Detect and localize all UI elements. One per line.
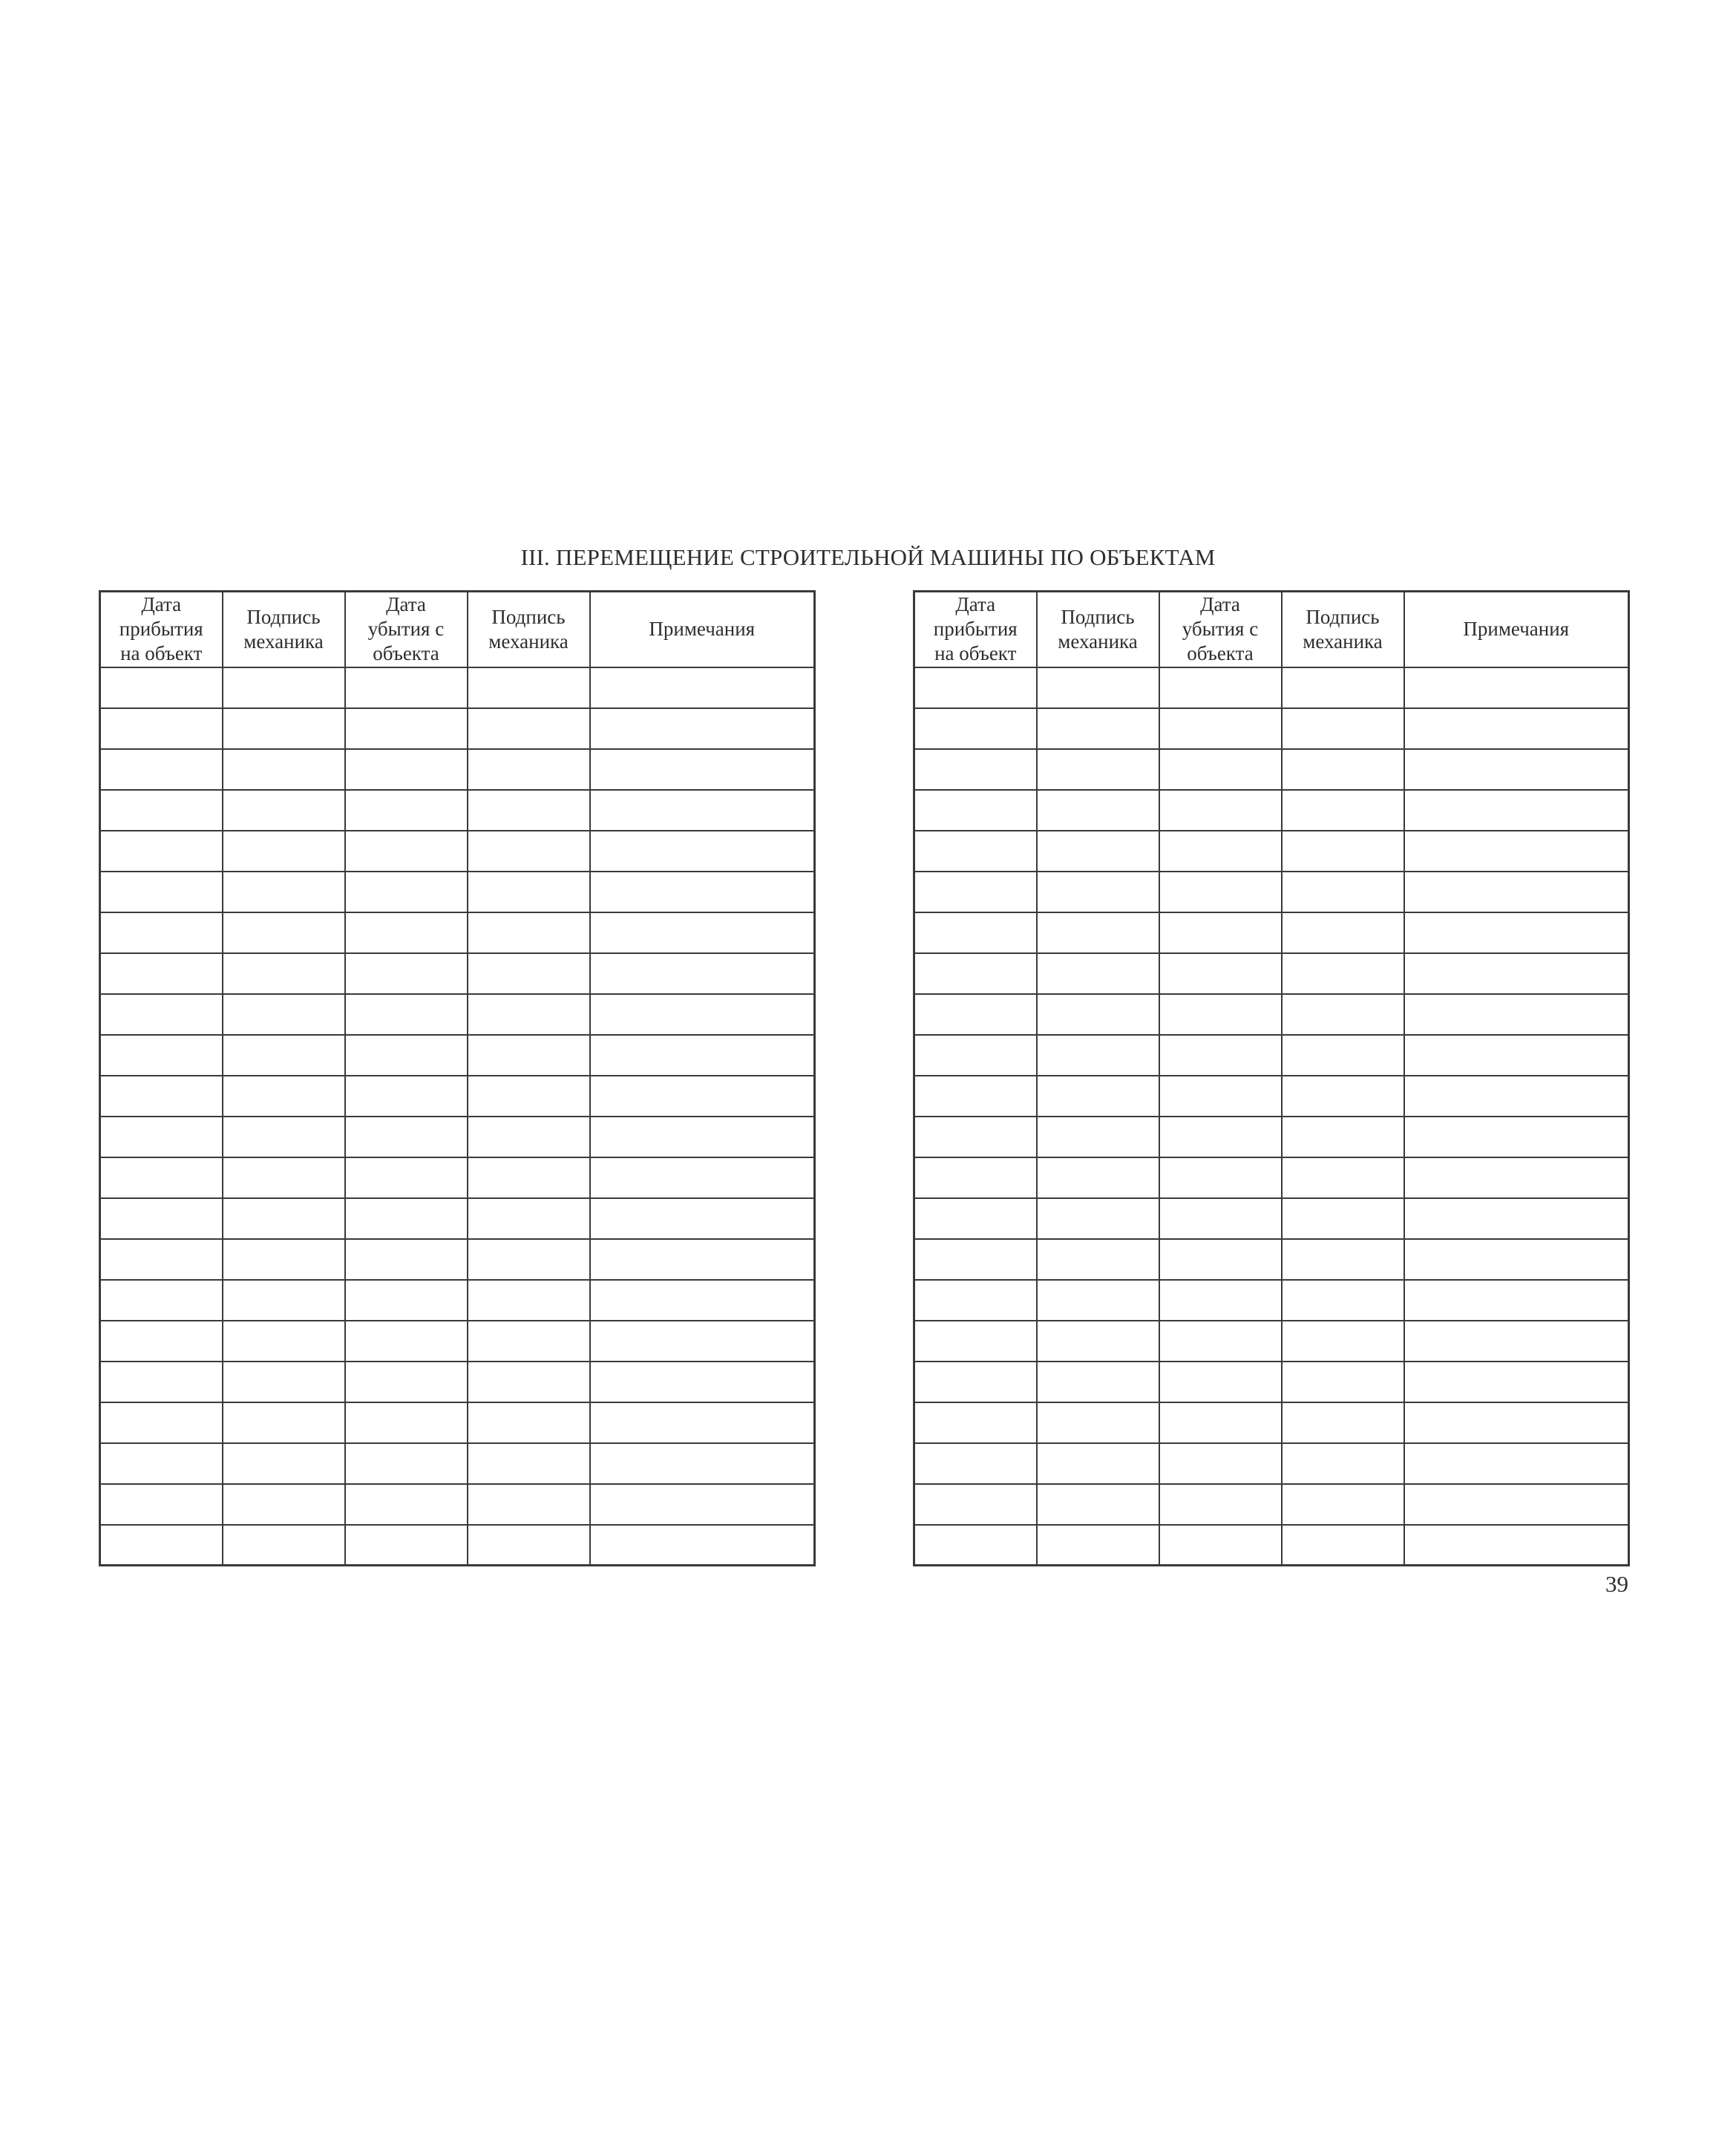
cell-departure-date <box>345 790 468 831</box>
cell-mechanic-signature <box>1282 1157 1404 1198</box>
table-row <box>100 708 815 749</box>
cell-departure-date <box>1159 1525 1282 1566</box>
cell-departure-date <box>345 1198 468 1239</box>
cell-mechanic-signature <box>223 1362 345 1402</box>
cell-mechanic-signature <box>468 1198 590 1239</box>
cell-mechanic-signature <box>468 708 590 749</box>
cell-mechanic-signature <box>1037 1525 1159 1566</box>
cell-notes <box>1404 1362 1629 1402</box>
cell-mechanic-signature <box>468 1362 590 1402</box>
cell-mechanic-signature <box>468 749 590 790</box>
cell-mechanic-signature <box>1037 790 1159 831</box>
header-mechanic-signature: Подпись механика <box>468 592 590 667</box>
table-row <box>100 1198 815 1239</box>
cell-mechanic-signature <box>223 994 345 1035</box>
cell-notes <box>590 912 815 953</box>
cell-notes <box>1404 708 1629 749</box>
cell-mechanic-signature <box>468 1076 590 1117</box>
cell-mechanic-signature <box>468 1484 590 1525</box>
cell-mechanic-signature <box>1282 1525 1404 1566</box>
cell-mechanic-signature <box>223 1117 345 1157</box>
cell-notes <box>590 1035 815 1076</box>
cell-departure-date <box>1159 912 1282 953</box>
cell-mechanic-signature <box>1282 994 1404 1035</box>
cell-notes <box>590 1321 815 1362</box>
cell-notes <box>590 1157 815 1198</box>
cell-departure-date <box>1159 708 1282 749</box>
cell-notes <box>1404 1525 1629 1566</box>
table-row <box>100 1484 815 1525</box>
table-body <box>100 667 815 1566</box>
cell-arrival-date <box>100 1157 223 1198</box>
cell-departure-date <box>1159 667 1282 708</box>
cell-mechanic-signature <box>1037 1362 1159 1402</box>
cell-notes <box>590 1402 815 1443</box>
table-row <box>100 790 815 831</box>
cell-arrival-date <box>914 1525 1037 1566</box>
table-row <box>914 994 1629 1035</box>
section-title: III. ПЕРЕМЕЩЕНИЕ СТРОИТЕЛЬНОЙ МАШИНЫ ПО ОБЪЕКТАМ <box>520 544 1216 570</box>
cell-mechanic-signature <box>468 1157 590 1198</box>
cell-arrival-date <box>914 953 1037 994</box>
cell-departure-date <box>1159 1076 1282 1117</box>
table-row <box>100 1525 815 1566</box>
table-header-row <box>914 592 1629 667</box>
cell-arrival-date <box>100 749 223 790</box>
cell-arrival-date <box>914 1484 1037 1525</box>
table-row <box>100 831 815 872</box>
cell-notes <box>1404 953 1629 994</box>
table-row <box>100 872 815 912</box>
cell-notes <box>590 1280 815 1321</box>
cell-notes <box>1404 1280 1629 1321</box>
cell-mechanic-signature <box>223 912 345 953</box>
cell-arrival-date <box>914 790 1037 831</box>
table-row <box>100 1157 815 1198</box>
cell-notes <box>590 1198 815 1239</box>
cell-mechanic-signature <box>1282 1402 1404 1443</box>
cell-arrival-date <box>100 831 223 872</box>
cell-arrival-date <box>100 1402 223 1443</box>
cell-mechanic-signature <box>1037 1280 1159 1321</box>
cell-mechanic-signature <box>1282 1035 1404 1076</box>
cell-mechanic-signature <box>468 790 590 831</box>
cell-arrival-date <box>914 1239 1037 1280</box>
cell-mechanic-signature <box>1037 667 1159 708</box>
cell-mechanic-signature <box>1037 1157 1159 1198</box>
page-number: 39 <box>1605 1571 1628 1597</box>
table-row <box>100 912 815 953</box>
cell-notes <box>1404 790 1629 831</box>
cell-mechanic-signature <box>1282 1484 1404 1525</box>
cell-notes <box>1404 1035 1629 1076</box>
cell-mechanic-signature <box>468 831 590 872</box>
header-departure-date: Дата убытия с объекта <box>1159 592 1282 667</box>
cell-mechanic-signature <box>1037 1443 1159 1484</box>
cell-notes <box>1404 1443 1629 1484</box>
table-row <box>914 790 1629 831</box>
cell-mechanic-signature <box>1037 994 1159 1035</box>
cell-departure-date <box>1159 1321 1282 1362</box>
cell-mechanic-signature <box>1282 1239 1404 1280</box>
table-row <box>914 953 1629 994</box>
cell-mechanic-signature <box>468 1321 590 1362</box>
header-mechanic-signature: Подпись механика <box>1282 592 1404 667</box>
cell-mechanic-signature <box>1037 708 1159 749</box>
cell-mechanic-signature <box>468 1035 590 1076</box>
cell-departure-date <box>1159 1239 1282 1280</box>
cell-mechanic-signature <box>1282 912 1404 953</box>
table-row <box>914 1402 1629 1443</box>
cell-arrival-date <box>100 1525 223 1566</box>
cell-arrival-date <box>914 831 1037 872</box>
cell-arrival-date <box>914 667 1037 708</box>
cell-notes <box>1404 1321 1629 1362</box>
cell-notes <box>590 831 815 872</box>
cell-mechanic-signature <box>223 1280 345 1321</box>
cell-notes <box>590 1117 815 1157</box>
cell-departure-date <box>345 708 468 749</box>
cell-notes <box>1404 1117 1629 1157</box>
cell-mechanic-signature <box>223 1321 345 1362</box>
table-row <box>100 1443 815 1484</box>
cell-mechanic-signature <box>1282 790 1404 831</box>
table-row <box>914 872 1629 912</box>
cell-arrival-date <box>100 667 223 708</box>
cell-arrival-date <box>914 1443 1037 1484</box>
cell-notes <box>590 1239 815 1280</box>
table-header-row <box>100 592 815 667</box>
cell-mechanic-signature <box>223 1402 345 1443</box>
header-mechanic-signature: Подпись механика <box>1037 592 1159 667</box>
cell-departure-date <box>1159 1198 1282 1239</box>
cell-departure-date <box>345 953 468 994</box>
header-arrival-date: Дата прибытия на объект <box>914 592 1037 667</box>
cell-arrival-date <box>914 1157 1037 1198</box>
cell-arrival-date <box>100 1076 223 1117</box>
cell-arrival-date <box>100 790 223 831</box>
cell-mechanic-signature <box>1282 1280 1404 1321</box>
cell-arrival-date <box>100 953 223 994</box>
cell-mechanic-signature <box>468 912 590 953</box>
cell-departure-date <box>1159 994 1282 1035</box>
cell-notes <box>590 708 815 749</box>
cell-arrival-date <box>100 1321 223 1362</box>
table-row <box>914 1076 1629 1117</box>
cell-arrival-date <box>100 1443 223 1484</box>
table-row <box>100 1321 815 1362</box>
cell-mechanic-signature <box>1037 872 1159 912</box>
cell-notes <box>590 749 815 790</box>
table-row <box>914 1443 1629 1484</box>
cell-mechanic-signature <box>223 1035 345 1076</box>
cell-departure-date <box>345 831 468 872</box>
cell-arrival-date <box>100 1239 223 1280</box>
table-row <box>100 1239 815 1280</box>
cell-mechanic-signature <box>223 1484 345 1525</box>
cell-arrival-date <box>914 994 1037 1035</box>
cell-mechanic-signature <box>1037 1484 1159 1525</box>
cell-mechanic-signature <box>1282 872 1404 912</box>
table-row <box>914 1362 1629 1402</box>
cell-departure-date <box>1159 953 1282 994</box>
header-arrival-date: Дата прибытия на объект <box>100 592 223 667</box>
cell-departure-date <box>1159 1443 1282 1484</box>
cell-departure-date <box>1159 1117 1282 1157</box>
cell-notes <box>590 1525 815 1566</box>
cell-mechanic-signature <box>1282 953 1404 994</box>
cell-mechanic-signature <box>223 872 345 912</box>
cell-departure-date <box>345 912 468 953</box>
cell-arrival-date <box>100 708 223 749</box>
header-departure-date: Дата убытия с объекта <box>345 592 468 667</box>
table-row <box>914 1321 1629 1362</box>
table-row <box>914 1117 1629 1157</box>
cell-departure-date <box>345 1076 468 1117</box>
cell-mechanic-signature <box>1282 1321 1404 1362</box>
cell-arrival-date <box>914 912 1037 953</box>
cell-arrival-date <box>914 708 1037 749</box>
cell-departure-date <box>1159 872 1282 912</box>
cell-departure-date <box>1159 1362 1282 1402</box>
cell-mechanic-signature <box>1282 1362 1404 1402</box>
cell-notes <box>590 1484 815 1525</box>
cell-notes <box>1404 912 1629 953</box>
cell-departure-date <box>1159 1402 1282 1443</box>
cell-notes <box>590 994 815 1035</box>
cell-notes <box>590 872 815 912</box>
cell-arrival-date <box>100 1362 223 1402</box>
cell-notes <box>1404 1239 1629 1280</box>
cell-departure-date <box>1159 1484 1282 1525</box>
cell-departure-date <box>345 1239 468 1280</box>
cell-arrival-date <box>100 912 223 953</box>
cell-notes <box>590 953 815 994</box>
table-row <box>100 667 815 708</box>
cell-departure-date <box>345 1362 468 1402</box>
cell-departure-date <box>345 667 468 708</box>
cell-notes <box>1404 831 1629 872</box>
cell-mechanic-signature <box>1282 1198 1404 1239</box>
cell-arrival-date <box>100 1035 223 1076</box>
cell-notes <box>1404 994 1629 1035</box>
cell-departure-date <box>345 749 468 790</box>
cell-arrival-date <box>100 872 223 912</box>
table-row <box>914 667 1629 708</box>
cell-departure-date <box>345 1035 468 1076</box>
movement-log-table-right <box>913 590 1630 1566</box>
cell-mechanic-signature <box>223 953 345 994</box>
cell-departure-date <box>1159 749 1282 790</box>
cell-mechanic-signature <box>1037 1321 1159 1362</box>
table-row <box>100 953 815 994</box>
cell-notes <box>1404 749 1629 790</box>
cell-arrival-date <box>914 1280 1037 1321</box>
cell-mechanic-signature <box>1037 1117 1159 1157</box>
cell-mechanic-signature <box>1282 831 1404 872</box>
cell-notes <box>1404 1484 1629 1525</box>
header-notes: Примечания <box>590 592 815 667</box>
cell-notes <box>1404 667 1629 708</box>
cell-arrival-date <box>914 1198 1037 1239</box>
cell-notes <box>1404 1076 1629 1117</box>
cell-departure-date <box>345 1402 468 1443</box>
cell-notes <box>590 667 815 708</box>
cell-mechanic-signature <box>1037 953 1159 994</box>
cell-departure-date <box>345 1484 468 1525</box>
table-row <box>914 749 1629 790</box>
cell-mechanic-signature <box>1282 1443 1404 1484</box>
table-row <box>914 831 1629 872</box>
cell-mechanic-signature <box>1037 749 1159 790</box>
cell-departure-date <box>345 994 468 1035</box>
cell-mechanic-signature <box>1282 749 1404 790</box>
cell-arrival-date <box>914 872 1037 912</box>
cell-mechanic-signature <box>223 831 345 872</box>
cell-mechanic-signature <box>468 1443 590 1484</box>
table-row <box>914 1280 1629 1321</box>
table-row <box>100 994 815 1035</box>
cell-departure-date <box>1159 1280 1282 1321</box>
cell-mechanic-signature <box>1037 1402 1159 1443</box>
cell-mechanic-signature <box>223 790 345 831</box>
cell-mechanic-signature <box>223 1443 345 1484</box>
cell-notes <box>590 790 815 831</box>
cell-arrival-date <box>100 1117 223 1157</box>
cell-notes <box>1404 872 1629 912</box>
cell-arrival-date <box>100 1280 223 1321</box>
table-row <box>914 1035 1629 1076</box>
cell-mechanic-signature <box>223 667 345 708</box>
cell-mechanic-signature <box>468 953 590 994</box>
cell-mechanic-signature <box>223 708 345 749</box>
header-mechanic-signature: Подпись механика <box>223 592 345 667</box>
cell-mechanic-signature <box>1037 831 1159 872</box>
cell-arrival-date <box>914 749 1037 790</box>
cell-arrival-date <box>914 1362 1037 1402</box>
cell-mechanic-signature <box>223 1198 345 1239</box>
cell-departure-date <box>1159 790 1282 831</box>
cell-notes <box>1404 1157 1629 1198</box>
cell-notes <box>590 1443 815 1484</box>
table-row <box>914 1198 1629 1239</box>
cell-arrival-date <box>914 1035 1037 1076</box>
table-row <box>914 1239 1629 1280</box>
cell-mechanic-signature <box>223 1157 345 1198</box>
cell-mechanic-signature <box>468 1280 590 1321</box>
cell-arrival-date <box>100 1484 223 1525</box>
cell-arrival-date <box>100 1198 223 1239</box>
cell-arrival-date <box>914 1076 1037 1117</box>
cell-mechanic-signature <box>1282 708 1404 749</box>
table-row <box>100 1280 815 1321</box>
cell-mechanic-signature <box>1037 1239 1159 1280</box>
table-row <box>100 1076 815 1117</box>
cell-departure-date <box>345 1443 468 1484</box>
cell-mechanic-signature <box>1282 1076 1404 1117</box>
cell-departure-date <box>345 1280 468 1321</box>
table-row <box>914 1525 1629 1566</box>
table-body <box>914 667 1629 1566</box>
cell-departure-date <box>345 1525 468 1566</box>
cell-notes <box>590 1076 815 1117</box>
cell-departure-date <box>345 1157 468 1198</box>
cell-notes <box>1404 1198 1629 1239</box>
cell-mechanic-signature <box>468 994 590 1035</box>
cell-mechanic-signature <box>468 1239 590 1280</box>
header-notes: Примечания <box>1404 592 1629 667</box>
table-row <box>100 1362 815 1402</box>
table-row <box>100 1117 815 1157</box>
cell-arrival-date <box>100 994 223 1035</box>
cell-mechanic-signature <box>468 1117 590 1157</box>
cell-departure-date <box>1159 831 1282 872</box>
table-row <box>100 1402 815 1443</box>
table-row <box>914 1484 1629 1525</box>
cell-arrival-date <box>914 1321 1037 1362</box>
cell-mechanic-signature <box>1037 1035 1159 1076</box>
cell-mechanic-signature <box>223 1239 345 1280</box>
cell-mechanic-signature <box>223 749 345 790</box>
table-row <box>100 749 815 790</box>
table-row <box>100 1035 815 1076</box>
cell-departure-date <box>345 1117 468 1157</box>
cell-departure-date <box>1159 1157 1282 1198</box>
cell-mechanic-signature <box>468 872 590 912</box>
cell-mechanic-signature <box>1037 1198 1159 1239</box>
cell-arrival-date <box>914 1402 1037 1443</box>
cell-mechanic-signature <box>468 1525 590 1566</box>
cell-mechanic-signature <box>468 1402 590 1443</box>
cell-arrival-date <box>914 1117 1037 1157</box>
movement-log-table-left <box>99 590 816 1566</box>
cell-mechanic-signature <box>1282 667 1404 708</box>
cell-departure-date <box>1159 1035 1282 1076</box>
cell-mechanic-signature <box>1282 1117 1404 1157</box>
table-row <box>914 912 1629 953</box>
cell-mechanic-signature <box>1037 1076 1159 1117</box>
cell-mechanic-signature <box>1037 912 1159 953</box>
cell-notes <box>1404 1402 1629 1443</box>
cell-departure-date <box>345 872 468 912</box>
cell-mechanic-signature <box>223 1076 345 1117</box>
table-row <box>914 708 1629 749</box>
cell-departure-date <box>345 1321 468 1362</box>
cell-mechanic-signature <box>223 1525 345 1566</box>
cell-notes <box>590 1362 815 1402</box>
cell-mechanic-signature <box>468 667 590 708</box>
table-row <box>914 1157 1629 1198</box>
